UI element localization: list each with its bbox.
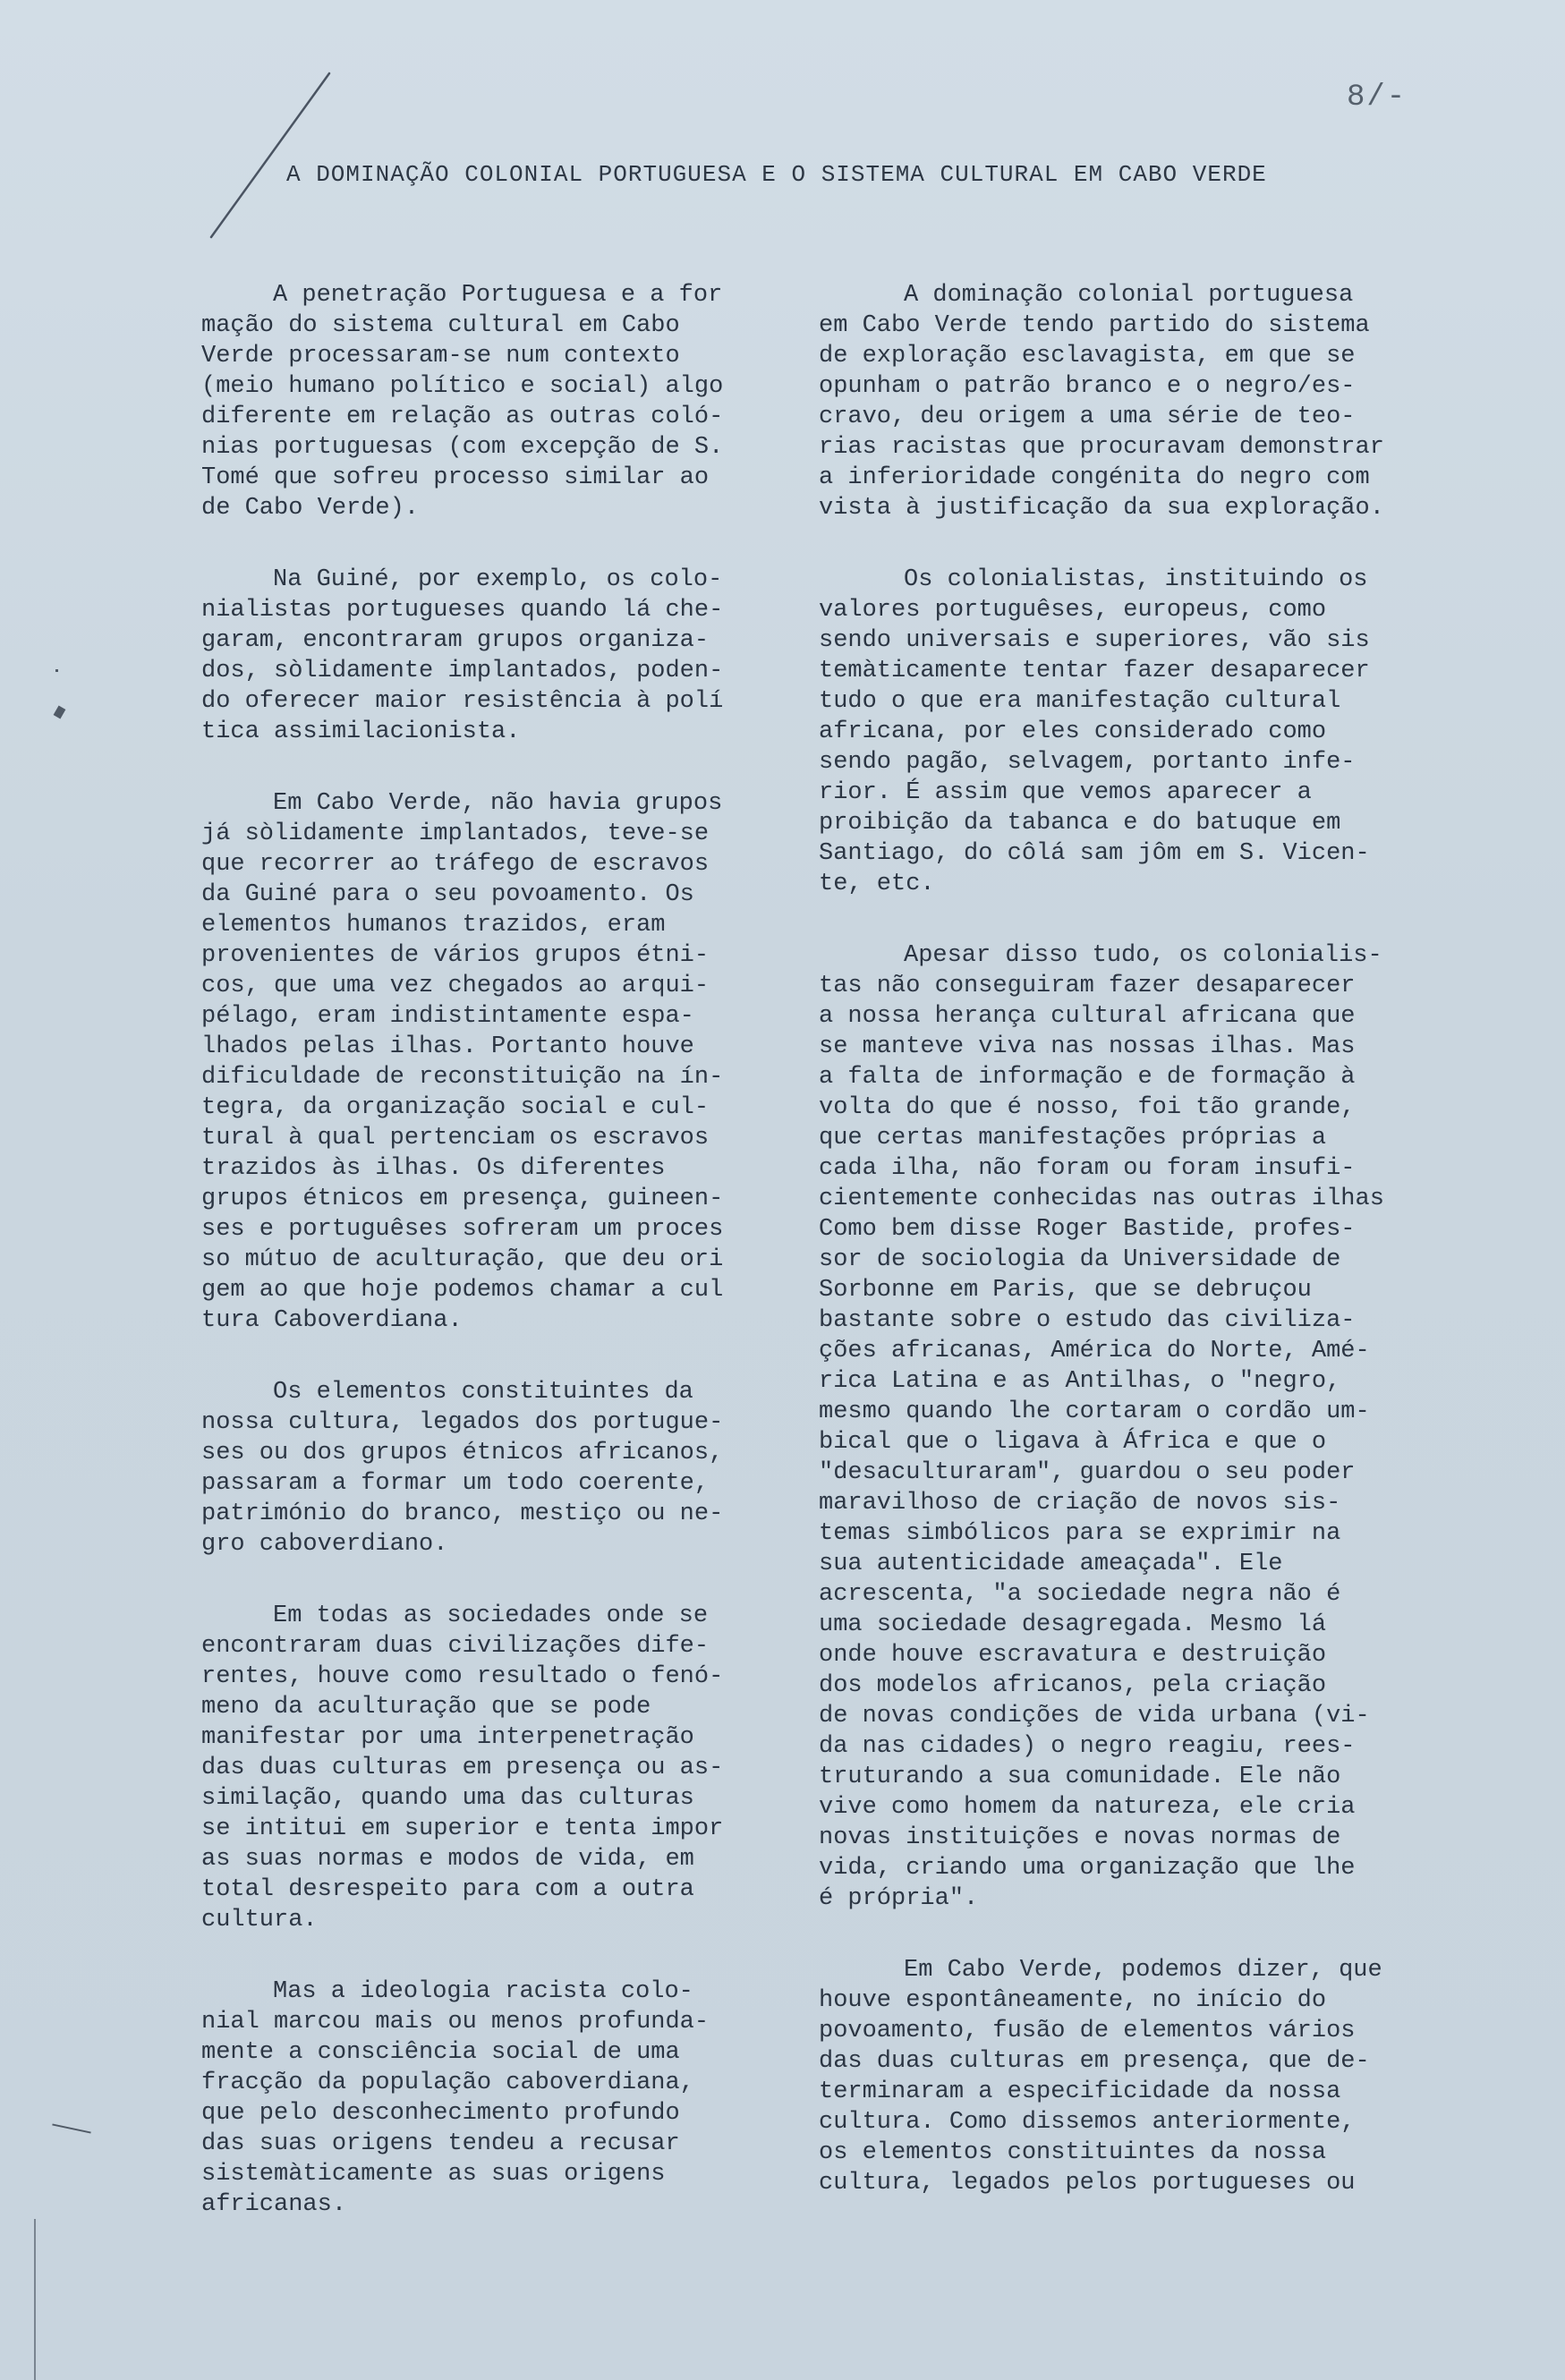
- text-line: Em Cabo Verde, podemos dizer, que: [904, 1957, 1382, 1984]
- text-line: cultura.: [201, 1907, 318, 1934]
- text-line: novas instituições e novas normas de: [819, 1824, 1341, 1851]
- text-line: nias portuguesas (com excepção de S.: [201, 434, 724, 461]
- margin-edge-line: [34, 2219, 36, 2380]
- text-line: provenientes de vários grupos étni-: [201, 942, 710, 969]
- text-line: rentes, houve como resultado o fenó-: [201, 1663, 724, 1690]
- text-line: a nossa herança cultural africana que: [819, 1003, 1356, 1030]
- text-line: dificuldade de reconstituição na ín-: [201, 1064, 724, 1091]
- text-line: similação, quando uma das culturas: [201, 1785, 694, 1812]
- text-line: sor de sociologia da Universidade de: [819, 1246, 1341, 1273]
- text-line: em Cabo Verde tendo partido do sistema: [819, 312, 1370, 339]
- text-line: rior. É assim que vemos aparecer a: [819, 779, 1312, 806]
- text-line: da Guiné para o seu povoamento. Os: [201, 881, 694, 908]
- text-line: A penetração Portuguesa e a for: [273, 282, 723, 309]
- text-line: fracção da população caboverdiana,: [201, 2070, 694, 2096]
- text-line: vive como homem da natureza, ele cria: [819, 1794, 1356, 1821]
- paragraph: [201, 565, 810, 747]
- text-line: património do branco, mestiço ou ne-: [201, 1500, 724, 1527]
- text-line: africana, por eles considerado como: [819, 718, 1327, 745]
- text-line: que certas manifestações próprias a: [819, 1125, 1327, 1152]
- text-line: acrescenta, "a sociedade negra não é: [819, 1581, 1341, 1608]
- text-line: tural à qual pertenciam os escravos: [201, 1125, 710, 1152]
- paragraph: [819, 280, 1463, 523]
- text-line: bical que o ligava à África e que o: [819, 1429, 1327, 1456]
- text-line: meno da aculturação que se pode: [201, 1694, 651, 1721]
- text-line: cultura. Como dissemos anteriormente,: [819, 2109, 1356, 2136]
- text-line: Os elementos constituintes da: [273, 1379, 693, 1406]
- text-line: so mútuo de aculturação, que deu ori: [201, 1246, 724, 1273]
- text-line: tica assimilacionista.: [201, 718, 521, 745]
- text-line: rias racistas que procuravam demonstrar: [819, 434, 1384, 461]
- text-line: é própria".: [819, 1885, 979, 1912]
- paragraph: [201, 788, 810, 1336]
- text-line: sistemàticamente as suas origens: [201, 2161, 666, 2188]
- text-line: Em Cabo Verde, não havia grupos: [273, 790, 723, 817]
- text-line: cultura, legados pelos portugueses ou: [819, 2170, 1356, 2197]
- text-line: nialistas portugueses quando lá che-: [201, 597, 724, 624]
- text-line: das suas origens tendeu a recusar: [201, 2130, 680, 2157]
- text-line: nossa cultura, legados dos portugue-: [201, 1409, 724, 1436]
- paragraph: [819, 565, 1463, 899]
- text-line: sendo universais e superiores, vão sis: [819, 627, 1370, 654]
- text-line: truturando a sua comunidade. Ele não: [819, 1764, 1341, 1790]
- text-line: sendo pagão, selvagem, portanto infe-: [819, 749, 1356, 776]
- text-line: tura Caboverdiana.: [201, 1307, 463, 1334]
- text-line: total desrespeito para com a outra: [201, 1876, 694, 1903]
- margin-dot: [55, 669, 58, 672]
- text-line: se intitui em superior e tenta impor: [201, 1815, 724, 1842]
- text-line: temàticamente tentar fazer desaparecer: [819, 658, 1370, 684]
- text-line: lhados pelas ilhas. Portanto houve: [201, 1033, 694, 1060]
- text-line: ses ou dos grupos étnicos africanos,: [201, 1440, 724, 1466]
- text-line: opunham o patrão branco e o negro/es-: [819, 373, 1356, 400]
- text-line: valores portuguêses, europeus, como: [819, 597, 1327, 624]
- text-line: a inferioridade congénita do negro com: [819, 464, 1370, 491]
- text-line: gem ao que hoje podemos chamar a cul: [201, 1277, 724, 1304]
- text-line: Tomé que sofreu processo similar ao: [201, 464, 710, 491]
- text-line: maravilhoso de criação de novos sis-: [819, 1490, 1341, 1517]
- text-line: trazidos às ilhas. Os diferentes: [201, 1155, 666, 1182]
- text-line: uma sociedade desagregada. Mesmo lá: [819, 1611, 1327, 1638]
- text-line: cravo, deu origem a uma série de teo-: [819, 404, 1356, 430]
- text-line: africanas.: [201, 2191, 347, 2218]
- text-line: elementos humanos trazidos, eram: [201, 912, 666, 939]
- text-line: a falta de informação e de formação à: [819, 1064, 1356, 1091]
- text-line: do oferecer maior resistência à polí: [201, 688, 724, 715]
- text-line: nial marcou mais ou menos profunda-: [201, 2009, 710, 2036]
- text-line: mesmo quando lhe cortaram o cordão um-: [819, 1398, 1370, 1425]
- paragraph: [201, 1976, 810, 2220]
- paragraph: [201, 1601, 810, 1935]
- text-line: onde houve escravatura e destruição: [819, 1642, 1327, 1669]
- text-line: "desaculturaram", guardou o seu poder: [819, 1459, 1356, 1486]
- text-line: de exploração esclavagista, em que se: [819, 343, 1356, 370]
- text-line: os elementos constituintes da nossa: [819, 2139, 1327, 2166]
- text-line: as suas normas e modos de vida, em: [201, 1846, 694, 1873]
- text-line: manifestar por uma interpenetração: [201, 1724, 694, 1751]
- text-line: rica Latina e as Antilhas, o "negro,: [819, 1368, 1341, 1395]
- text-line: te, etc.: [819, 871, 935, 897]
- text-line: mente a consciência social de uma: [201, 2039, 680, 2066]
- text-line: Verde processaram-se num contexto: [201, 343, 680, 370]
- text-line: cos, que uma vez chegados ao arqui-: [201, 973, 710, 999]
- text-line: tegra, da organização social e cul-: [201, 1094, 710, 1121]
- text-line: cada ilha, não foram ou foram insufi-: [819, 1155, 1356, 1182]
- text-line: proibição da tabanca e do batuque em: [819, 810, 1341, 837]
- paragraph: [201, 1377, 810, 1560]
- text-line: ses e portuguêses sofreram um proces: [201, 1216, 724, 1243]
- text-line: Santiago, do côlá sam jôm em S. Vicen-: [819, 840, 1370, 867]
- text-line: já sòlidamente implantados, teve-se: [201, 820, 710, 847]
- text-line: Apesar disso tudo, os colonialis-: [904, 942, 1382, 969]
- text-line: terminaram a especificidade da nossa: [819, 2078, 1341, 2105]
- text-line: temas simbólicos para se exprimir na: [819, 1520, 1341, 1547]
- text-line: cientemente conhecidas nas outras ilhas: [819, 1186, 1384, 1212]
- text-line: das duas culturas em presença, que de-: [819, 2048, 1370, 2075]
- text-line: se manteve viva nas nossas ilhas. Mas: [819, 1033, 1356, 1060]
- document-title: A DOMINAÇÃO COLONIAL PORTUGUESA E O SISTEMA CULTURAL EM CABO VERDE: [286, 161, 1267, 188]
- text-line: diferente em relação as outras coló-: [201, 404, 724, 430]
- text-line: Os colonialistas, instituindo os: [904, 566, 1368, 593]
- text-line: de Cabo Verde).: [201, 495, 420, 522]
- text-line: das duas culturas em presença ou as-: [201, 1755, 724, 1781]
- text-line: povoamento, fusão de elementos vários: [819, 2018, 1356, 2044]
- text-line: dos, sòlidamente implantados, poden-: [201, 658, 724, 684]
- text-line: Na Guiné, por exemplo, os colo-: [273, 566, 723, 593]
- text-line: A dominação colonial portuguesa: [904, 282, 1354, 309]
- text-line: de novas condições de vida urbana (vi-: [819, 1703, 1370, 1730]
- text-line: volta do que é nosso, foi tão grande,: [819, 1094, 1356, 1121]
- text-line: vida, criando uma organização que lhe: [819, 1855, 1356, 1882]
- text-line: sua autenticidade ameaçada". Ele: [819, 1551, 1283, 1577]
- text-line: vista à justificação da sua exploração.: [819, 495, 1384, 522]
- text-line: que recorrer ao tráfego de escravos: [201, 851, 710, 878]
- text-line: Mas a ideologia racista colo-: [273, 1978, 693, 2005]
- paragraph: [201, 280, 810, 523]
- text-line: Sorbonne em Paris, que se debruçou: [819, 1277, 1312, 1304]
- text-line: Em todas as sociedades onde se: [273, 1602, 709, 1629]
- text-line: garam, encontraram grupos organiza-: [201, 627, 710, 654]
- text-line: bastante sobre o estudo das civiliza-: [819, 1307, 1356, 1334]
- text-line: gro caboverdiano.: [201, 1531, 448, 1558]
- left-text-column: [201, 280, 810, 2261]
- text-line: Como bem disse Roger Bastide, profes-: [819, 1216, 1356, 1243]
- text-line: tas não conseguiram fazer desaparecer: [819, 973, 1356, 999]
- paragraph: [819, 940, 1463, 1914]
- right-text-column: [819, 280, 1463, 2240]
- page-number: 8/-: [1347, 81, 1408, 115]
- text-line: tudo o que era manifestação cultural: [819, 688, 1341, 715]
- text-line: ções africanas, América do Norte, Amé-: [819, 1338, 1370, 1364]
- text-line: (meio humano político e social) algo: [201, 373, 724, 400]
- text-line: encontraram duas civilizações dife-: [201, 1633, 710, 1660]
- text-line: dos modelos africanos, pela criação: [819, 1672, 1327, 1699]
- text-line: mação do sistema cultural em Cabo: [201, 312, 680, 339]
- paragraph: [819, 1955, 1463, 2198]
- text-line: houve espontâneamente, no início do: [819, 1987, 1327, 2014]
- text-line: da nas cidades) o negro reagiu, rees-: [819, 1733, 1356, 1760]
- text-line: passaram a formar um todo coerente,: [201, 1470, 710, 1497]
- text-line: grupos étnicos em presença, guineen-: [201, 1186, 724, 1212]
- text-line: pélago, eram indistintamente espa-: [201, 1003, 694, 1030]
- text-line: que pelo desconhecimento profundo: [201, 2100, 680, 2127]
